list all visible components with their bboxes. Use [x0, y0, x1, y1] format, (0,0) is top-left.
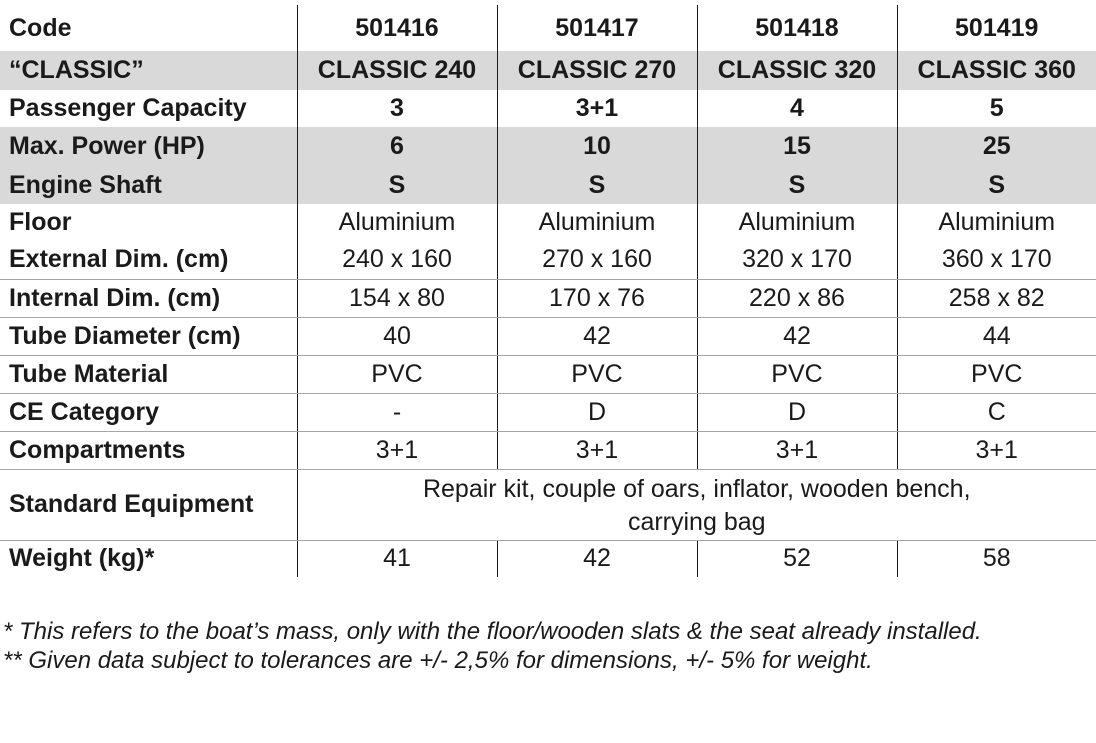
value-cell: PVC	[497, 355, 697, 393]
value-cell: 360 x 170	[897, 241, 1096, 279]
value-cell: Aluminium	[697, 204, 897, 241]
footnotes	[3, 617, 982, 675]
standard-equipment-text: Repair kit, couple of oars, inflator, wooden bench, carrying bag	[422, 475, 971, 536]
value-cell: 3+1	[897, 431, 1096, 469]
row-label: Tube Diameter (cm)	[0, 317, 297, 355]
value-cell: D	[497, 393, 697, 431]
code-cell: 501417	[497, 5, 697, 51]
value-cell: S	[697, 166, 897, 204]
row-label: “CLASSIC”	[0, 51, 297, 90]
table-row	[0, 204, 1096, 241]
table-row	[0, 166, 1096, 204]
table-row	[0, 127, 1096, 166]
table-row	[0, 355, 1096, 393]
value-cell: 4	[697, 90, 897, 127]
value-cell: PVC	[297, 355, 497, 393]
value-cell: -	[297, 393, 497, 431]
value-cell: 240 x 160	[297, 241, 497, 279]
code-cell: 501416	[297, 5, 497, 51]
value-cell: 5	[897, 90, 1096, 127]
row-label: Engine Shaft	[0, 166, 297, 204]
value-cell: 3+1	[497, 431, 697, 469]
value-cell: 58	[897, 540, 1096, 577]
value-cell: Aluminium	[297, 204, 497, 241]
value-cell: 15	[697, 127, 897, 166]
standard-equipment-row	[0, 469, 1096, 540]
spec-table	[0, 5, 1096, 577]
value-cell: 3+1	[297, 431, 497, 469]
code-cell: 501419	[897, 5, 1096, 51]
table-row	[0, 279, 1096, 317]
value-cell: 42	[497, 317, 697, 355]
standard-equipment-value	[297, 469, 1096, 540]
value-cell: 40	[297, 317, 497, 355]
table-row	[0, 51, 1096, 90]
table-row	[0, 241, 1096, 279]
value-cell: 52	[697, 540, 897, 577]
value-cell: 154 x 80	[297, 279, 497, 317]
table-row	[0, 90, 1096, 127]
row-label: Code	[9, 13, 72, 42]
value-cell: Aluminium	[897, 204, 1096, 241]
row-label: CE Category	[0, 393, 297, 431]
table-row	[0, 431, 1096, 469]
value-cell: 41	[297, 540, 497, 577]
footnote-mass: * This refers to the boat’s mass, only with the floor/wooden slats & the seat already installed.	[3, 618, 982, 645]
value-cell: PVC	[897, 355, 1096, 393]
value-cell: 6	[297, 127, 497, 166]
table-row	[0, 317, 1096, 355]
value-cell: CLASSIC 240	[297, 51, 497, 90]
value-cell: S	[297, 166, 497, 204]
value-cell: Aluminium	[497, 204, 697, 241]
value-cell: 42	[697, 317, 897, 355]
row-label: Weight (kg)*	[9, 544, 155, 573]
value-cell: 3+1	[497, 90, 697, 127]
row-label: Tube Material	[0, 355, 297, 393]
value-cell: CLASSIC 320	[697, 51, 897, 90]
value-cell: CLASSIC 270	[497, 51, 697, 90]
value-cell: 3	[297, 90, 497, 127]
code-cell: 501418	[697, 5, 897, 51]
value-cell: 258 x 82	[897, 279, 1096, 317]
value-cell: 25	[897, 127, 1096, 166]
value-cell: 3+1	[697, 431, 897, 469]
row-label: Standard Equipment	[0, 469, 297, 540]
row-label: Compartments	[0, 431, 297, 469]
value-cell: S	[897, 166, 1096, 204]
footnote-tolerances: ** Given data subject to tolerances are +/- 2,5% for dimensions, +/- 5% for weight.	[3, 647, 873, 674]
table-row	[0, 393, 1096, 431]
row-label: Floor	[9, 208, 72, 236]
value-cell: S	[497, 166, 697, 204]
value-cell: D	[697, 393, 897, 431]
value-cell: 44	[897, 317, 1096, 355]
weight-row	[0, 540, 1096, 577]
row-label: Passenger Capacity	[9, 94, 247, 122]
value-cell: 170 x 76	[497, 279, 697, 317]
value-cell: 220 x 86	[697, 279, 897, 317]
row-label: Max. Power (HP)	[0, 127, 297, 166]
row-label: External Dim. (cm)	[0, 241, 297, 279]
value-cell: 10	[497, 127, 697, 166]
row-label: Internal Dim. (cm)	[0, 279, 297, 317]
value-cell: C	[897, 393, 1096, 431]
value-cell: PVC	[697, 355, 897, 393]
header-row	[0, 5, 1096, 51]
value-cell: CLASSIC 360	[897, 51, 1096, 90]
value-cell: 270 x 160	[497, 241, 697, 279]
value-cell: 320 x 170	[697, 241, 897, 279]
value-cell: 42	[497, 540, 697, 577]
